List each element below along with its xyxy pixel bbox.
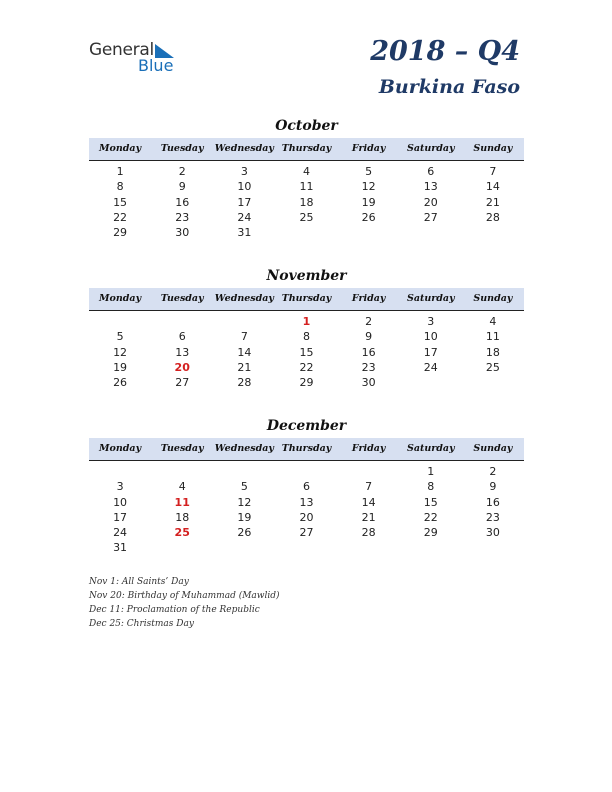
generalblue-logo — [89, 40, 189, 76]
day-cell: 29 — [299, 376, 314, 390]
day-cell: 18 — [485, 345, 500, 359]
day-cell — [400, 540, 462, 555]
weekday-label: Wednesday — [214, 143, 274, 154]
day-cell — [462, 540, 524, 555]
day-cell: 18 — [175, 510, 190, 524]
day-cell: 29 — [423, 526, 438, 540]
day-cell — [89, 464, 151, 479]
day-cell: 7 — [489, 165, 497, 178]
day-cell: 15 — [299, 345, 314, 359]
week-row — [89, 314, 524, 329]
day-cell: 13 — [423, 180, 438, 194]
week-row — [89, 360, 524, 375]
day-cell: 10 — [237, 180, 252, 194]
day-cell: 1 — [427, 465, 435, 478]
day-cell: 24 — [423, 360, 438, 374]
weekday-label: Friday — [351, 143, 386, 154]
day-cell: 26 — [361, 210, 376, 224]
day-cell: 23 — [485, 510, 500, 524]
day-cell: 5 — [365, 165, 373, 178]
day-cell: 16 — [175, 195, 190, 209]
day-cell: 12 — [361, 180, 376, 194]
day-cell — [338, 225, 400, 240]
day-cell: 5 — [116, 330, 124, 344]
day-cell: 11 — [299, 180, 314, 194]
day-cell: 4 — [489, 315, 497, 328]
day-cell: 22 — [299, 360, 314, 374]
day-cell: 21 — [361, 510, 376, 524]
day-cell: 27 — [175, 376, 190, 390]
day-cell: 4 — [302, 165, 310, 178]
day-cell: 15 — [113, 195, 128, 209]
day-cell: 28 — [485, 210, 500, 224]
week-row — [89, 464, 524, 479]
weekday-label: Tuesday — [160, 443, 204, 454]
week-row — [89, 525, 524, 540]
day-cell: 9 — [178, 180, 186, 194]
day-cell — [213, 314, 275, 329]
day-cell: 6 — [302, 480, 310, 494]
day-cell: 10 — [423, 330, 438, 344]
day-cell: 1 — [302, 315, 311, 328]
day-cell: 14 — [361, 495, 376, 509]
day-cell — [462, 375, 524, 390]
day-cell: 1 — [116, 165, 124, 178]
month-name: October — [275, 118, 338, 134]
weekday-header — [89, 438, 524, 461]
week-row — [89, 225, 524, 240]
weekday-header — [89, 138, 524, 161]
week-row — [89, 195, 524, 210]
month-name: November — [266, 268, 347, 284]
day-cell: 8 — [302, 330, 310, 344]
day-cell: 20 — [174, 360, 190, 374]
day-cell: 19 — [113, 360, 128, 374]
holiday-note: Nov 20: Birthday of Muhammad (Mawlid) — [89, 591, 280, 601]
day-cell: 27 — [299, 526, 314, 540]
weekday-label: Monday — [99, 293, 142, 304]
month-november — [89, 267, 524, 390]
weekday-label: Monday — [99, 443, 142, 454]
weekday-label: Saturday — [406, 443, 455, 454]
day-cell: 24 — [237, 210, 252, 224]
day-cell — [400, 225, 462, 240]
weekday-label: Wednesday — [214, 293, 274, 304]
week-row — [89, 540, 524, 555]
week-row — [89, 329, 524, 344]
day-cell: 23 — [361, 360, 376, 374]
day-cell: 25 — [174, 526, 190, 540]
day-cell: 6 — [178, 330, 186, 344]
day-cell: 21 — [485, 195, 500, 209]
day-cell — [275, 464, 337, 479]
day-cell: 12 — [113, 345, 128, 359]
weekday-label: Saturday — [406, 143, 455, 154]
day-cell: 17 — [113, 510, 128, 524]
week-row — [89, 375, 524, 390]
day-cell — [400, 375, 462, 390]
day-cell: 2 — [178, 165, 186, 178]
page-title: 2018 – Q4 — [370, 36, 520, 67]
day-cell: 19 — [361, 195, 376, 209]
day-cell — [213, 540, 275, 555]
day-cell: 20 — [423, 195, 438, 209]
day-cell: 25 — [485, 360, 500, 374]
weekday-label: Wednesday — [214, 443, 274, 454]
weekday-label: Tuesday — [160, 143, 204, 154]
holiday-note: Dec 11: Proclamation of the Republic — [89, 605, 260, 615]
weekday-label: Thursday — [281, 443, 332, 454]
day-cell: 21 — [237, 360, 252, 374]
holiday-notes — [89, 575, 280, 631]
logo-blue-text: Blue — [138, 56, 174, 75]
weekday-label: Sunday — [473, 293, 513, 304]
day-cell: 13 — [299, 495, 314, 509]
day-cell: 28 — [361, 526, 376, 540]
day-cell: 9 — [365, 330, 373, 344]
day-cell: 26 — [237, 526, 252, 540]
week-row — [89, 479, 524, 494]
day-cell: 19 — [237, 510, 252, 524]
week-row — [89, 179, 524, 194]
day-cell — [151, 464, 213, 479]
day-cell: 9 — [489, 480, 497, 494]
day-cell: 24 — [113, 526, 128, 540]
week-row — [89, 510, 524, 525]
day-cell: 25 — [299, 210, 314, 224]
day-cell — [213, 464, 275, 479]
day-cell: 17 — [237, 195, 252, 209]
day-cell: 31 — [113, 541, 128, 555]
day-cell: 28 — [237, 376, 252, 390]
week-row — [89, 495, 524, 510]
weekday-label: Thursday — [281, 293, 332, 304]
weekday-label: Sunday — [473, 143, 513, 154]
day-cell: 7 — [365, 480, 373, 494]
day-cell — [275, 225, 337, 240]
month-october — [89, 117, 524, 240]
day-cell: 31 — [237, 226, 252, 240]
day-cell: 10 — [113, 495, 128, 509]
day-cell: 16 — [361, 345, 376, 359]
day-cell: 13 — [175, 345, 190, 359]
day-cell: 30 — [485, 526, 500, 540]
day-cell: 17 — [423, 345, 438, 359]
week-row — [89, 164, 524, 179]
day-cell — [151, 540, 213, 555]
day-cell: 2 — [365, 315, 373, 328]
day-cell: 3 — [427, 315, 435, 328]
day-cell: 11 — [485, 330, 500, 344]
day-cell: 30 — [361, 376, 376, 390]
country-subtitle: Burkina Faso — [378, 76, 520, 98]
day-cell: 16 — [485, 495, 500, 509]
day-cell: 26 — [113, 376, 128, 390]
weekday-label: Friday — [351, 443, 386, 454]
weekday-label: Sunday — [473, 443, 513, 454]
day-cell: 6 — [427, 165, 435, 178]
weekday-label: Friday — [351, 293, 386, 304]
day-cell: 22 — [113, 210, 128, 224]
day-cell: 5 — [240, 480, 248, 494]
day-cell: 29 — [113, 226, 128, 240]
logo-general-text: General — [89, 40, 154, 60]
day-cell: 18 — [299, 195, 314, 209]
day-cell — [275, 540, 337, 555]
day-cell: 3 — [116, 480, 124, 494]
day-cell: 14 — [485, 180, 500, 194]
day-cell: 27 — [423, 210, 438, 224]
weekday-label: Tuesday — [160, 293, 204, 304]
day-cell: 15 — [423, 495, 438, 509]
day-cell: 14 — [237, 345, 252, 359]
day-cell: 2 — [489, 465, 497, 478]
day-cell — [151, 314, 213, 329]
week-row — [89, 345, 524, 360]
weekday-label: Saturday — [406, 293, 455, 304]
day-cell — [462, 225, 524, 240]
month-december — [89, 417, 524, 556]
day-cell — [338, 464, 400, 479]
day-cell: 22 — [423, 510, 438, 524]
day-cell: 20 — [299, 510, 314, 524]
weekday-label: Thursday — [281, 143, 332, 154]
holiday-note: Nov 1: All Saints’ Day — [89, 577, 189, 587]
day-cell: 4 — [178, 480, 186, 494]
weekday-label: Monday — [99, 143, 142, 154]
weekday-header — [89, 288, 524, 311]
day-cell: 3 — [240, 165, 248, 178]
week-row — [89, 210, 524, 225]
day-cell — [338, 540, 400, 555]
holiday-note: Dec 25: Christmas Day — [89, 619, 194, 629]
day-cell: 8 — [116, 180, 124, 194]
day-cell: 12 — [237, 495, 252, 509]
month-name: December — [266, 418, 347, 434]
day-cell: 8 — [427, 480, 435, 494]
day-cell: 23 — [175, 210, 190, 224]
day-cell: 11 — [174, 495, 190, 509]
day-cell — [89, 314, 151, 329]
day-cell: 30 — [175, 226, 190, 240]
day-cell: 7 — [240, 330, 248, 344]
